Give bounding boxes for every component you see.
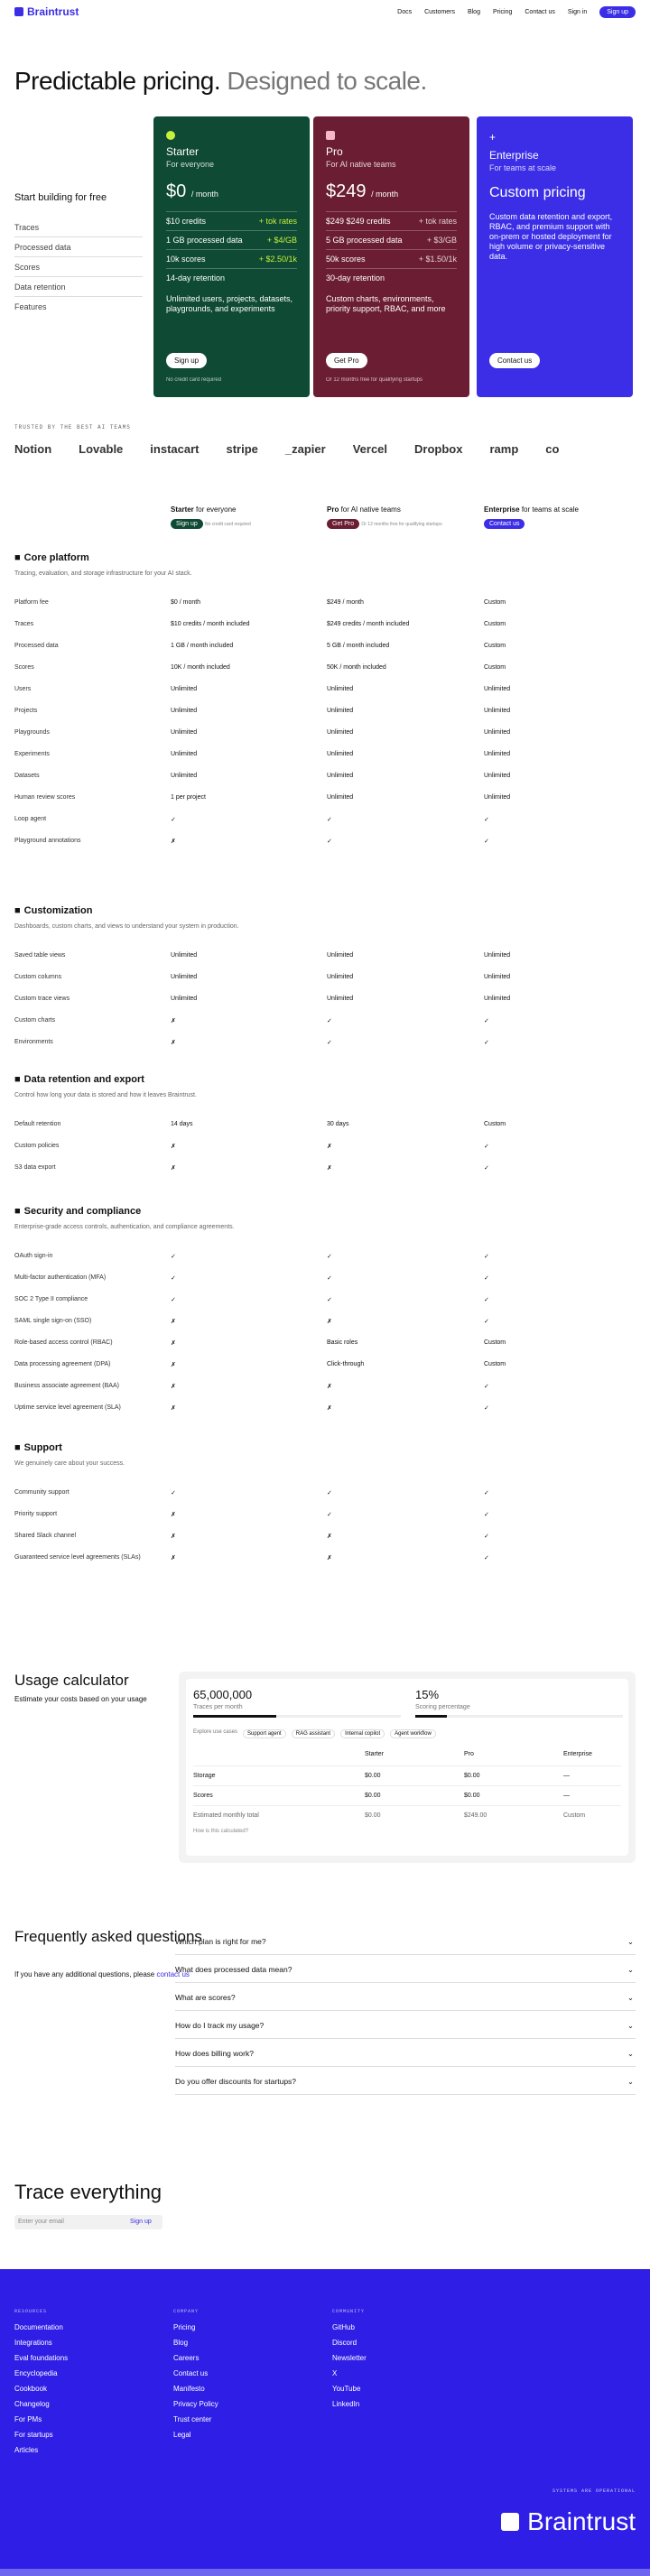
plan-value: Unlimited xyxy=(171,686,198,692)
plan-value: ✓ xyxy=(484,839,489,845)
plan-value: ✓ xyxy=(327,1018,332,1024)
section-icon: ■ xyxy=(14,905,21,916)
contact-link[interactable]: contact us xyxy=(156,1970,190,1978)
card-name: Pro xyxy=(326,145,343,158)
card-desc: Custom charts, environments, priority support, RBAC, and more xyxy=(326,294,446,313)
plan-value: Custom xyxy=(484,1361,506,1367)
plan-value: ✗ xyxy=(327,1405,332,1412)
row-label: Custom charts xyxy=(14,1017,56,1024)
row-label: Users xyxy=(14,686,32,692)
plan-value: ✓ xyxy=(327,839,332,845)
logo-stripe: stripe xyxy=(226,442,258,456)
faq-item[interactable]: How does billing work? ⌄ xyxy=(175,2040,636,2067)
nav-blog[interactable]: Blog xyxy=(467,8,480,15)
brand-name: Braintrust xyxy=(27,5,79,18)
card-sub: For everyone xyxy=(166,160,215,169)
footer-link[interactable]: Discord xyxy=(332,2339,358,2347)
starter-signup-button[interactable]: Sign up xyxy=(166,353,207,368)
plan-value: ✓ xyxy=(484,1405,489,1412)
section-desc: We genuinely care about your success. xyxy=(14,1460,125,1467)
row-label: Uptime service level agreement (SLA) xyxy=(14,1404,121,1411)
enterprise-contact-button[interactable]: Contact us xyxy=(489,353,540,368)
plan-value: ✓ xyxy=(327,1297,332,1303)
plan-value: Click-through xyxy=(327,1361,365,1367)
footer-link[interactable]: LinkedIn xyxy=(332,2400,360,2408)
row-label: SAML single sign-on (SSO) xyxy=(14,1318,92,1324)
plan-value: Unlimited xyxy=(484,974,511,980)
nav-customers[interactable]: Customers xyxy=(424,8,455,15)
plan-value: ✗ xyxy=(327,1165,332,1172)
chip-workflow[interactable]: Agent workflow xyxy=(390,1729,436,1738)
plan-value: $0 / month xyxy=(171,599,201,606)
faq-sub: If you have any additional questions, please contact us xyxy=(14,1970,190,1978)
pro-get-button[interactable]: Get Pro xyxy=(326,353,367,368)
section-desc: Control how long your data is stored and how it leaves Braintrust. xyxy=(14,1092,197,1098)
footer-link[interactable]: Legal xyxy=(173,2431,191,2439)
row-label: Projects xyxy=(14,708,38,714)
plan-pro-button[interactable]: Get Pro xyxy=(327,519,359,529)
plan-value: 14 days xyxy=(171,1121,193,1127)
row-label: Multi-factor authentication (MFA) xyxy=(14,1274,107,1281)
plan-value: ✓ xyxy=(484,1555,489,1561)
footer-link[interactable]: Eval foundations xyxy=(14,2354,69,2362)
plan-value: ✓ xyxy=(327,1254,332,1260)
plan-value: Unlimited xyxy=(327,794,354,801)
row-label: Role-based access control (RBAC) xyxy=(14,1339,113,1346)
logo-lovable: Lovable xyxy=(79,442,124,456)
plan-value: Unlimited xyxy=(171,952,198,959)
plan-value: ✗ xyxy=(171,1018,176,1024)
nav-pricing[interactable]: Pricing xyxy=(492,8,513,15)
plan-value: ✓ xyxy=(171,1297,176,1303)
plan-value: ✓ xyxy=(327,817,332,823)
footer-link[interactable]: Articles xyxy=(14,2446,39,2454)
row-label: SOC 2 Type II compliance xyxy=(14,1296,88,1302)
logo-ramp: ramp xyxy=(489,442,519,456)
use-case-chips: Explore use cases Support agent RAG assistant Internal copilot Agent workflow xyxy=(193,1729,436,1738)
plan-value: ✓ xyxy=(484,1275,489,1282)
plan-value: $249 credits / month included xyxy=(327,621,410,627)
section-icon: ■ xyxy=(14,1206,21,1217)
row-label: Scores xyxy=(14,664,34,671)
footer-brand: Braintrust xyxy=(498,2507,636,2536)
plan-value: Unlimited xyxy=(484,996,511,1002)
row-label: Custom columns xyxy=(14,974,62,980)
footer xyxy=(0,2269,650,2576)
braintrust-logo-icon xyxy=(14,7,23,16)
trusted-label: TRUSTED BY THE BEST AI TEAMS xyxy=(14,424,131,431)
plan-value: ✓ xyxy=(484,1534,489,1540)
plan-value: Custom xyxy=(484,1339,506,1346)
plan-value: ✗ xyxy=(171,1144,176,1150)
section-icon: ■ xyxy=(14,1442,21,1453)
plan-value: ✗ xyxy=(171,1319,176,1325)
chevron-down-icon: ⌄ xyxy=(627,2077,634,2086)
row-label: Playground annotations xyxy=(14,838,81,844)
calc-how-link[interactable]: How is this calculated? xyxy=(193,1829,249,1834)
plan-value: Unlimited xyxy=(327,708,354,714)
card-name: Enterprise xyxy=(489,149,539,162)
plan-header-enterprise: Enterprise for teams at scale Contact us xyxy=(484,505,579,527)
pro-card: Pro For AI native teams $249 / month $249 $249 credits + tok rates 5 GB processed data + $3/GB 50k scores + $1.50/1k 30-day retention Custom charts, environments, priority support, RBAC, and more Get Pro Or 12 months free for qualifying startups xyxy=(313,116,469,397)
plan-value: ✓ xyxy=(484,1319,489,1325)
traces-slider[interactable] xyxy=(193,1715,401,1718)
chevron-down-icon: ⌄ xyxy=(627,1965,634,1974)
faq-item[interactable]: What does processed data mean? ⌄ xyxy=(175,1956,636,1983)
email-input[interactable]: Enter your email xyxy=(14,2215,162,2229)
plan-value: Unlimited xyxy=(484,708,511,714)
calc-table: Starter Pro Enterprise Storage $0.00 $0.00 — Scores $0.00 $0.00 — Estimated monthly total $0.00 $249.00 Custom How is this calculated? xyxy=(193,1751,621,1834)
customer-logos xyxy=(14,442,650,456)
plan-value: $10 credits / month included xyxy=(171,621,250,627)
footer-link[interactable]: Careers xyxy=(173,2354,200,2362)
plan-value: ✓ xyxy=(484,1297,489,1303)
row-label: Custom policies xyxy=(14,1143,60,1149)
chip-support-agent[interactable]: Support agent xyxy=(243,1729,286,1738)
plan-value: ✗ xyxy=(171,1165,176,1172)
plan-value: ✓ xyxy=(327,1275,332,1282)
card-note: No credit card required xyxy=(166,377,222,383)
card-sub: For teams at scale xyxy=(489,163,557,172)
plan-value: 10K / month included xyxy=(171,664,230,671)
plan-value: Unlimited xyxy=(484,729,511,736)
footer-link[interactable]: For startups xyxy=(14,2431,53,2439)
plan-value: Unlimited xyxy=(484,952,511,959)
plan-value: ✗ xyxy=(327,1555,332,1561)
row-label: Saved table views xyxy=(14,952,66,959)
plan-value: ✗ xyxy=(171,1384,176,1390)
card-price: Custom pricing xyxy=(489,185,586,200)
footer-link[interactable]: GitHub xyxy=(332,2323,355,2331)
footer-link[interactable]: Changelog xyxy=(14,2400,50,2408)
feature-label-retention: Data retention xyxy=(14,277,143,297)
plan-value: ✗ xyxy=(171,1534,176,1540)
footer-col-resources: RESOURCES Documentation Integrations Eval foundations Encyclopedia Cookbook Changelog For PMs For startups Articles xyxy=(14,2307,68,2458)
plan-enterprise-button[interactable]: Contact us xyxy=(484,519,525,529)
top-nav xyxy=(0,0,650,23)
plan-value: Unlimited xyxy=(327,751,354,757)
plan-value: Unlimited xyxy=(484,794,511,801)
plan-value: Unlimited xyxy=(327,974,354,980)
brand-logo[interactable] xyxy=(14,5,79,18)
row-label: Priority support xyxy=(14,1511,58,1517)
plan-value: ✓ xyxy=(484,1512,489,1518)
card-desc: Unlimited users, projects, datasets, playgrounds, and experiments xyxy=(166,294,293,313)
plan-value: ✗ xyxy=(171,1555,176,1561)
row-label: Traces xyxy=(14,621,34,627)
plan-value: Unlimited xyxy=(327,773,354,779)
faq-title: Frequently asked questions xyxy=(14,1928,202,1945)
logo-notion: Notion xyxy=(14,442,52,456)
section-title: ■ Data retention and export xyxy=(14,1074,144,1085)
plan-value: ✓ xyxy=(171,1254,176,1260)
chevron-down-icon: ⌄ xyxy=(627,2021,634,2030)
start-heading: Start building for free xyxy=(14,192,107,203)
plan-value: Unlimited xyxy=(327,686,354,692)
nav-docs[interactable]: Docs xyxy=(397,8,413,15)
trace-signup-button[interactable]: Sign up xyxy=(130,2219,152,2225)
footer-link[interactable]: Contact us xyxy=(173,2369,209,2377)
plan-value: ✗ xyxy=(327,1319,332,1325)
plan-value: Custom xyxy=(484,621,506,627)
plan-value: Unlimited xyxy=(171,773,198,779)
card-note: Or 12 months free for qualifying startups xyxy=(326,377,423,383)
plan-value: ✗ xyxy=(327,1144,332,1150)
row-label: Loop agent xyxy=(14,816,47,822)
plus-icon: + xyxy=(489,131,497,144)
section-desc: Enterprise-grade access controls, authentication, and compliance agreements. xyxy=(14,1224,235,1230)
row-label: Datasets xyxy=(14,773,40,779)
row-label: Processed data xyxy=(14,643,59,649)
traces-value[interactable]: 65,000,000 xyxy=(193,1688,253,1701)
braintrust-logo-icon xyxy=(498,2510,522,2534)
row-label: Default retention xyxy=(14,1121,61,1127)
card-name: Starter xyxy=(166,145,200,158)
plan-value: Unlimited xyxy=(327,996,354,1002)
plan-header-starter: Starter for everyone Sign up No credit card required xyxy=(171,505,251,527)
plan-value: ✓ xyxy=(484,1165,489,1172)
plan-value: 1 GB / month included xyxy=(171,643,234,649)
plan-value: ✗ xyxy=(327,1534,332,1540)
faq-item[interactable]: Do you offer discounts for startups? ⌄ xyxy=(175,2068,636,2095)
footer-link[interactable]: YouTube xyxy=(332,2385,361,2393)
logo-zapier: _zapier xyxy=(284,442,326,456)
plan-value: 5 GB / month included xyxy=(327,643,390,649)
pro-icon xyxy=(326,131,335,140)
row-label: Data processing agreement (DPA) xyxy=(14,1361,111,1367)
nav-contact[interactable]: Contact us xyxy=(525,8,555,15)
chip-rag[interactable]: RAG assistant xyxy=(292,1729,335,1738)
row-label: Business associate agreement (BAA) xyxy=(14,1383,119,1389)
row-label: Guaranteed service level agreements (SLAs) xyxy=(14,1554,141,1561)
plan-value: ✗ xyxy=(171,1512,176,1518)
chevron-down-icon: ⌄ xyxy=(627,2049,634,2058)
footer-link[interactable]: For PMs xyxy=(14,2415,42,2423)
plan-value: ✓ xyxy=(171,817,176,823)
plan-value: Basic roles xyxy=(327,1339,358,1346)
enterprise-card xyxy=(477,116,633,397)
plan-value: ✗ xyxy=(327,1384,332,1390)
plan-value: Unlimited xyxy=(327,952,354,959)
card-price: $249 / month xyxy=(326,181,399,201)
plan-value: 50K / month included xyxy=(327,664,386,671)
chip-copilot[interactable]: Internal copilot xyxy=(340,1729,385,1738)
status-text: SYSTEMS ARE OPERATIONAL xyxy=(552,2488,636,2494)
plan-value: ✓ xyxy=(484,1490,489,1496)
footer-link[interactable]: Cookbook xyxy=(14,2385,48,2393)
card-price: $0 / month xyxy=(166,181,218,201)
plan-value: ✓ xyxy=(484,1254,489,1260)
plan-value: Custom xyxy=(484,599,506,606)
row-label: Environments xyxy=(14,1039,53,1045)
row-label: Community support xyxy=(14,1489,70,1496)
feature-label-scores: Scores xyxy=(14,257,143,277)
plan-value: ✓ xyxy=(484,1384,489,1390)
plan-value: ✓ xyxy=(327,1512,332,1518)
plan-value: ✗ xyxy=(171,1362,176,1368)
logo-dropbox: Dropbox xyxy=(414,442,463,456)
scoring-value[interactable]: 15% xyxy=(415,1688,440,1701)
calculator-sub: Estimate your costs based on your usage xyxy=(14,1695,147,1703)
chevron-down-icon: ⌄ xyxy=(627,1993,634,2002)
plan-value: Unlimited xyxy=(327,729,354,736)
plan-value: Unlimited xyxy=(484,686,511,692)
section-title: ■ Customization xyxy=(14,905,93,916)
row-label: Experiments xyxy=(14,751,50,757)
footer-link[interactable]: X xyxy=(332,2369,338,2377)
plan-value: ✗ xyxy=(171,1340,176,1347)
plan-header-pro: Pro for AI native teams Get Pro Or 12 months free for qualifying startups xyxy=(327,505,442,527)
footer-col-community: COMMUNITY GitHub Discord Newsletter X YouTube LinkedIn xyxy=(332,2307,367,2412)
plan-value: ✓ xyxy=(171,1275,176,1282)
plan-value: ✓ xyxy=(484,1018,489,1024)
card-sub: For AI native teams xyxy=(326,160,396,169)
hero-gray: Designed to scale. xyxy=(227,67,427,95)
calculator-title: Usage calculator xyxy=(14,1672,129,1689)
card-desc: Custom data retention and export, RBAC, and premium support with on-prem or hosted deployment for high volume or privacy-sensitive data. xyxy=(489,212,613,261)
chevron-down-icon: ⌄ xyxy=(627,1937,634,1946)
starter-card: Starter For everyone $0 / month $10 credits + tok rates 1 GB processed data + $4/GB 10k scores + $2.50/1k 14-day retention Unlimited users, projects, datasets, playgrounds, and experiments Sign up No credit card required xyxy=(153,116,310,397)
plan-value: Unlimited xyxy=(171,751,198,757)
footer-link[interactable]: Blog xyxy=(173,2339,189,2347)
plan-value: Custom xyxy=(484,1121,506,1127)
section-desc: Tracing, evaluation, and storage infrastructure for your AI stack. xyxy=(14,570,192,577)
feature-label-traces: Traces xyxy=(14,218,143,237)
footer-link[interactable]: Documentation xyxy=(14,2323,63,2331)
footer-link[interactable]: Trust center xyxy=(173,2415,212,2423)
footer-link[interactable]: Pricing xyxy=(173,2323,196,2331)
faq-item[interactable]: How do I track my usage? ⌄ xyxy=(175,2012,636,2039)
plan-value: Unlimited xyxy=(171,974,198,980)
feature-label-features: Features xyxy=(14,302,47,311)
usage-calculator: 65,000,000 Traces per month 15% Scoring percentage Explore use cases Support agent RAG assistant Internal copilot Agent workflow Starter Pro Enterprise Storage $0.00 $0.00 — Scores $0.00 $0.00 — Estimated monthly total $0.00 $249.00 Custom How is this calculated? xyxy=(179,1672,636,1863)
plan-starter-button[interactable]: Sign up xyxy=(171,519,203,529)
footer-bar xyxy=(0,2569,650,2576)
nav-sign-in[interactable]: Sign in xyxy=(567,8,588,15)
trace-title: Trace everything xyxy=(14,2181,162,2203)
footer-link[interactable]: Encyclopedia xyxy=(14,2369,58,2377)
plan-value: Unlimited xyxy=(484,751,511,757)
nav-sign-up-button[interactable]: Sign up xyxy=(599,6,636,18)
faq-item[interactable]: What are scores? ⌄ xyxy=(175,1984,636,2011)
section-icon: ■ xyxy=(14,552,21,563)
row-label: OAuth sign-in xyxy=(14,1253,53,1259)
plan-value: $249 / month xyxy=(327,599,364,606)
row-label: Custom trace views xyxy=(14,996,70,1002)
plan-value: ✓ xyxy=(484,1144,489,1150)
row-label: Human review scores xyxy=(14,794,76,801)
logo-instacart: instacart xyxy=(150,442,200,456)
plan-value: Unlimited xyxy=(171,729,198,736)
section-desc: Dashboards, custom charts, and views to understand your system in production. xyxy=(14,923,239,930)
section-icon: ■ xyxy=(14,1074,21,1085)
plan-value: ✓ xyxy=(484,1040,489,1046)
section-title: ■ Core platform xyxy=(14,552,89,563)
plan-value: ✓ xyxy=(484,817,489,823)
starter-icon xyxy=(166,131,175,140)
logo-vercel: Vercel xyxy=(352,442,388,456)
faq-item[interactable]: Which plan is right for me? ⌄ xyxy=(175,1928,636,1955)
row-label: S3 data export xyxy=(14,1164,56,1171)
logo-co: co xyxy=(545,442,560,456)
row-label: Playgrounds xyxy=(14,729,50,736)
scoring-slider[interactable] xyxy=(415,1715,623,1718)
footer-link[interactable]: Privacy Policy xyxy=(173,2400,218,2408)
hero-black: Predictable pricing. xyxy=(14,67,221,95)
feature-label-data: Processed data xyxy=(14,237,143,257)
plan-value: Custom xyxy=(484,643,506,649)
row-label: Platform fee xyxy=(14,599,49,606)
section-title: ■ Security and compliance xyxy=(14,1206,142,1217)
plan-value: Custom xyxy=(484,664,506,671)
plan-value: Unlimited xyxy=(484,773,511,779)
plan-value: ✓ xyxy=(171,1490,176,1496)
plan-value: ✓ xyxy=(327,1490,332,1496)
row-label: Shared Slack channel xyxy=(14,1533,77,1539)
plan-value: ✗ xyxy=(171,839,176,845)
footer-link[interactable]: Newsletter xyxy=(332,2354,367,2362)
page-title xyxy=(14,67,427,96)
plan-value: 30 days xyxy=(327,1121,349,1127)
footer-link[interactable]: Manifesto xyxy=(173,2385,205,2393)
plan-value: Unlimited xyxy=(171,996,198,1002)
plan-value: ✗ xyxy=(171,1040,176,1046)
section-title: ■ Support xyxy=(14,1442,62,1453)
footer-col-company: COMPANY Pricing Blog Careers Contact us Manifesto Privacy Policy Trust center Legal xyxy=(173,2307,218,2442)
plan-value: ✓ xyxy=(327,1040,332,1046)
plan-value: 1 per project xyxy=(171,794,206,801)
plan-value: ✗ xyxy=(171,1405,176,1412)
plan-value: Unlimited xyxy=(171,708,198,714)
footer-link[interactable]: Integrations xyxy=(14,2339,52,2347)
